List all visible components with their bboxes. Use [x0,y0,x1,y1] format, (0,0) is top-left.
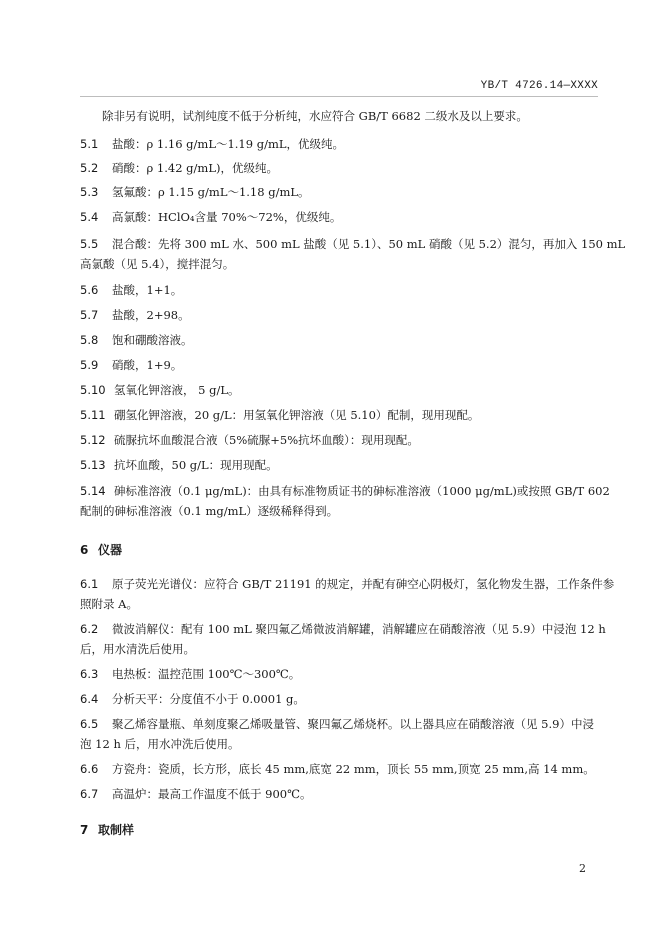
clause-text: 硫脲抗坏血酸混合液（5%硫脲+5%抗坏血酸）：现用现配。 [114,433,419,447]
clause-5-10 [80,380,602,400]
clause-text: 氢氟酸：ρ 1.15 g/mL～1.18 g/mL。 [112,185,310,199]
clause-number: 5.3 [80,185,99,199]
clause-text: 原子荧光光谱仪：应符合 GB/T 21191 的规定，并配有砷空心阴极灯，氢化物发生器，工作条件参 [112,577,615,591]
clause-text: 混合酸：先将 300 mL 水、500 mL 盐酸（见 5.1）、50 mL 硝酸（见 5.2）混匀，再加入 150 mL [112,237,626,251]
clause-number: 5.6 [80,283,99,297]
clause-6-4 [80,689,602,709]
clause-number: 5.14 [80,484,106,498]
clause-text: 硼氢化钾溶液，20 g/L：用氢氧化钾溶液（见 5.10）配制，现用现配。 [114,408,480,422]
clause-text: 盐酸：ρ 1.16 g/mL～1.19 g/mL，优级纯。 [112,137,344,151]
clause-5-14-continued: 配制的砷标准溶液（0.1 mg/mL）逐级稀释得到。 [80,504,339,518]
clause-number: 6.2 [80,622,99,636]
clause-number: 5.10 [80,383,106,397]
clause-text: 硝酸，1+9。 [112,358,183,372]
clause-text: 高氯酸：HClO₄含量 70%～72%，优级纯。 [112,210,342,224]
clause-text: 分析天平：分度值不小于 0.0001 g。 [112,692,305,706]
header-divider [80,96,598,97]
page-number: 2 [579,862,586,875]
clause-5-1 [80,134,602,154]
clause-number: 5.13 [80,458,106,472]
clause-6-5-continued: 泡 12 h 后，用水冲洗后使用。 [80,737,240,751]
clause-number: 5.8 [80,333,99,347]
clause-5-7 [80,305,602,325]
clause-5-9 [80,355,602,375]
clause-text: 聚乙烯容量瓶、单刻度聚乙烯吸量管、聚四氟乙烯烧杯。以上器具应在硝酸溶液（见 5.9）中浸 [112,717,594,731]
clause-5-5-continued: 高氯酸（见 5.4），搅拌混匀。 [80,257,235,271]
clause-number: 6.4 [80,692,99,706]
document-code: YB/T 4726.14—XXXX [480,80,598,92]
clause-text: 砷标准溶液（0.1 μg/mL)：由具有标准物质证书的砷标准溶液（1000 μg/mL)或按照 GB/T 602 [114,484,610,498]
clause-number: 6.7 [80,787,99,801]
section-6-heading [80,541,122,558]
clause-5-6 [80,280,602,300]
clause-5-11 [80,405,602,425]
clause-text: 电热板：温控范围 100℃～300℃。 [112,667,301,681]
clause-5-2 [80,158,602,178]
clause-number: 6.6 [80,762,99,776]
clause-text: 高温炉：最高工作温度不低于 900℃。 [112,787,312,801]
clause-text: 盐酸，2+98。 [112,308,190,322]
clause-text: 方瓷舟：瓷质，长方形，底长 45 mm,底宽 22 mm，顶长 55 mm,顶宽 25 mm,高 14 mm。 [112,762,595,776]
clause-number: 6.3 [80,667,99,681]
clause-number: 5.5 [80,237,99,251]
clause-text: 抗坏血酸，50 g/L：现用现配。 [114,458,278,472]
clause-6-2-continued: 后，用水清洗后使用。 [80,642,195,656]
clause-number: 5.2 [80,161,99,175]
clause-number: 6.1 [80,577,99,591]
clause-5-14 [80,481,610,501]
clause-number: 5.11 [80,408,106,422]
intro-paragraph: 除非另有说明，试剂纯度不低于分析纯，水应符合 GB/T 6682 二级水及以上要求。 [102,109,528,123]
section-title: 仪器 [98,543,123,557]
clause-number: 6.5 [80,717,99,731]
clause-text: 微波消解仪：配有 100 mL 聚四氟乙烯微波消解罐，消解罐应在硝酸溶液（见 5.9）中浸泡 12 h [112,622,606,636]
clause-number: 5.9 [80,358,99,372]
clause-number: 5.7 [80,308,99,322]
section-title: 取制样 [98,823,135,837]
clause-6-1-continued: 照附录 A。 [80,597,138,611]
clause-5-12 [80,430,602,450]
clause-6-3 [80,664,602,684]
clause-5-4 [80,207,602,227]
clause-6-5 [80,714,602,734]
clause-6-2 [80,619,606,639]
clause-5-5 [80,234,626,254]
clause-number: 5.12 [80,433,106,447]
section-number: 6 [80,543,89,557]
section-number: 7 [80,823,89,837]
clause-number: 5.1 [80,137,99,151]
clause-text: 盐酸，1+1。 [112,283,183,297]
clause-text: 氢氧化钾溶液， 5 g/L。 [114,383,240,397]
clause-5-13 [80,455,602,475]
clause-6-7 [80,784,602,804]
clause-5-3 [80,182,602,202]
clause-5-8 [80,330,602,350]
section-7-heading [80,821,134,838]
clause-text: 硝酸：ρ 1.42 g/mL)，优级纯。 [112,161,278,175]
clause-6-6 [80,759,602,779]
clause-text: 饱和硼酸溶液。 [112,333,193,347]
clause-number: 5.4 [80,210,99,224]
clause-6-1 [80,574,615,594]
